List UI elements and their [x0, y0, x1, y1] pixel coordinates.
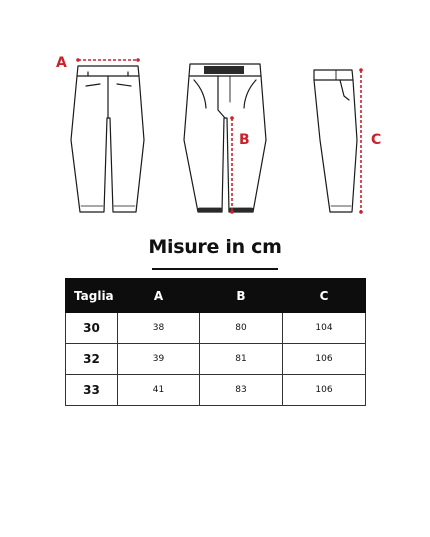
- header-size: Taglia: [66, 279, 118, 313]
- row-b-value: 83: [200, 375, 283, 406]
- table-row: [66, 344, 366, 375]
- back-view-trousers: [71, 66, 144, 212]
- row-a-value: 39: [118, 344, 200, 375]
- trousers-illustrations: [0, 0, 430, 230]
- row-size: 30: [66, 313, 118, 344]
- trousers-drawing: [0, 0, 430, 230]
- measure-c-label: C: [371, 132, 382, 148]
- row-size: 33: [66, 375, 118, 406]
- header-a: A: [118, 279, 200, 313]
- table-row: [66, 375, 366, 406]
- size-table: [65, 278, 366, 406]
- row-a-value: 41: [118, 375, 200, 406]
- header-b: B: [200, 279, 283, 313]
- row-c-value: 106: [283, 344, 366, 375]
- side-view-trousers: [314, 70, 357, 212]
- waistband-detail: [204, 66, 244, 74]
- table-row: [66, 313, 366, 344]
- measure-b-label: B: [239, 132, 250, 148]
- header-c: C: [283, 279, 366, 313]
- measure-a-label: A: [56, 55, 67, 71]
- row-b-value: 81: [200, 344, 283, 375]
- row-c-value: 104: [283, 313, 366, 344]
- page-title: Misure in cm: [148, 236, 282, 258]
- front-view-trousers: [184, 64, 266, 212]
- title-underline: [152, 268, 278, 270]
- row-c-value: 106: [283, 375, 366, 406]
- row-b-value: 80: [200, 313, 283, 344]
- row-a-value: 38: [118, 313, 200, 344]
- table-header-row: [66, 279, 366, 313]
- row-size: 32: [66, 344, 118, 375]
